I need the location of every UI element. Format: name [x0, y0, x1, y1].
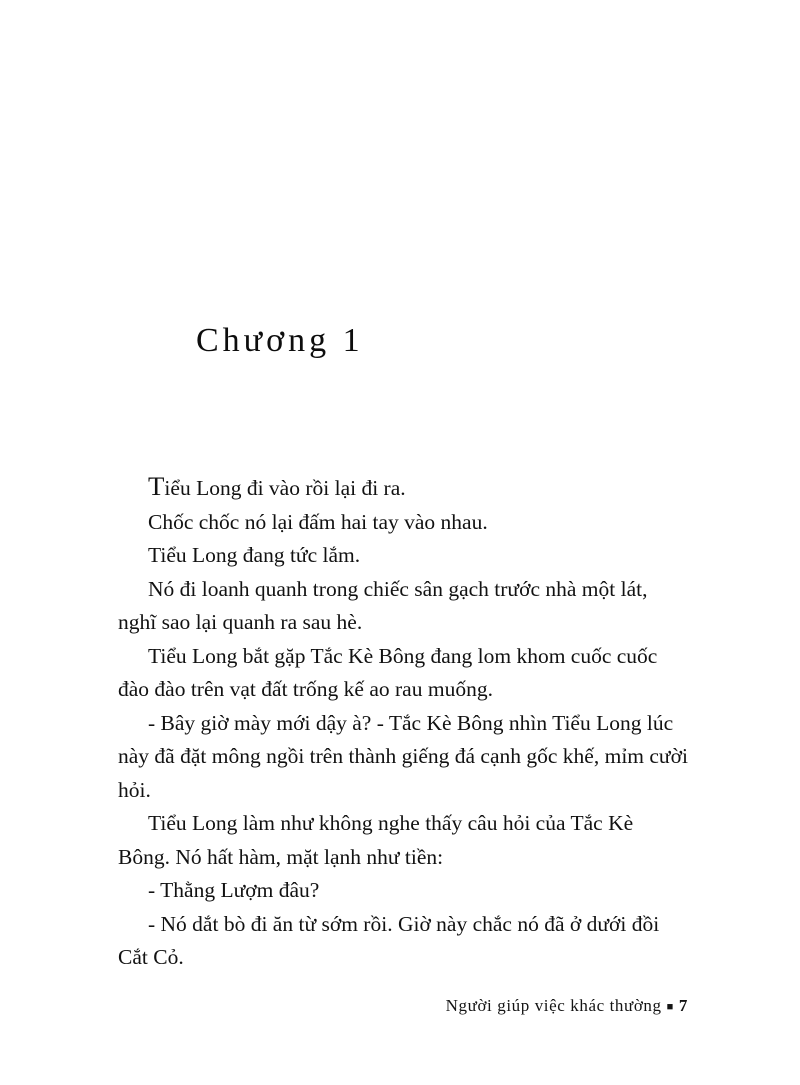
paragraph: Tiểu Long đi vào rồi lại đi ra. [148, 471, 406, 501]
paragraph: Tiểu Long làm như không nghe thấy câu hỏi của Tắc Kè Bông. Nó hất hàm, mặt lạnh như tiền: [118, 811, 634, 869]
paragraph: - Nó dắt bò đi ăn từ sớm rồi. Giờ này chắc nó đã ở dưới đồi Cắt Cỏ. [118, 911, 660, 969]
footer-book-title: Người giúp việc khác thường [445, 996, 662, 1015]
paragraph: Tiểu Long bắt gặp Tắc Kè Bông đang lom khom cuốc cuốc đào đào trên vạt đất trống kế ao rau muống. [118, 643, 658, 701]
page-footer [0, 996, 800, 1016]
footer-separator-icon: ■ [666, 1001, 674, 1014]
paragraph: Tiểu Long đang tức lắm. [148, 543, 361, 567]
page-number: 7 [678, 996, 688, 1015]
body-text [118, 470, 688, 975]
paragraph: - Thằng Lượm đâu? [148, 878, 320, 902]
paragraph: Chốc chốc nó lại đấm hai tay vào nhau. [148, 509, 488, 534]
paragraph: Nó đi loanh quanh trong chiếc sân gạch trước nhà một lát, nghĩ sao lại quanh ra sau hè. [118, 576, 648, 634]
paragraph: - Bây giờ mày mới dậy à? - Tắc Kè Bông nhìn Tiểu Long lúc này đã đặt mông ngồi trên thành giếng đá cạnh gốc khế, mỉm cười hỏi. [118, 710, 688, 802]
chapter-title: Chương 1 [196, 322, 364, 359]
